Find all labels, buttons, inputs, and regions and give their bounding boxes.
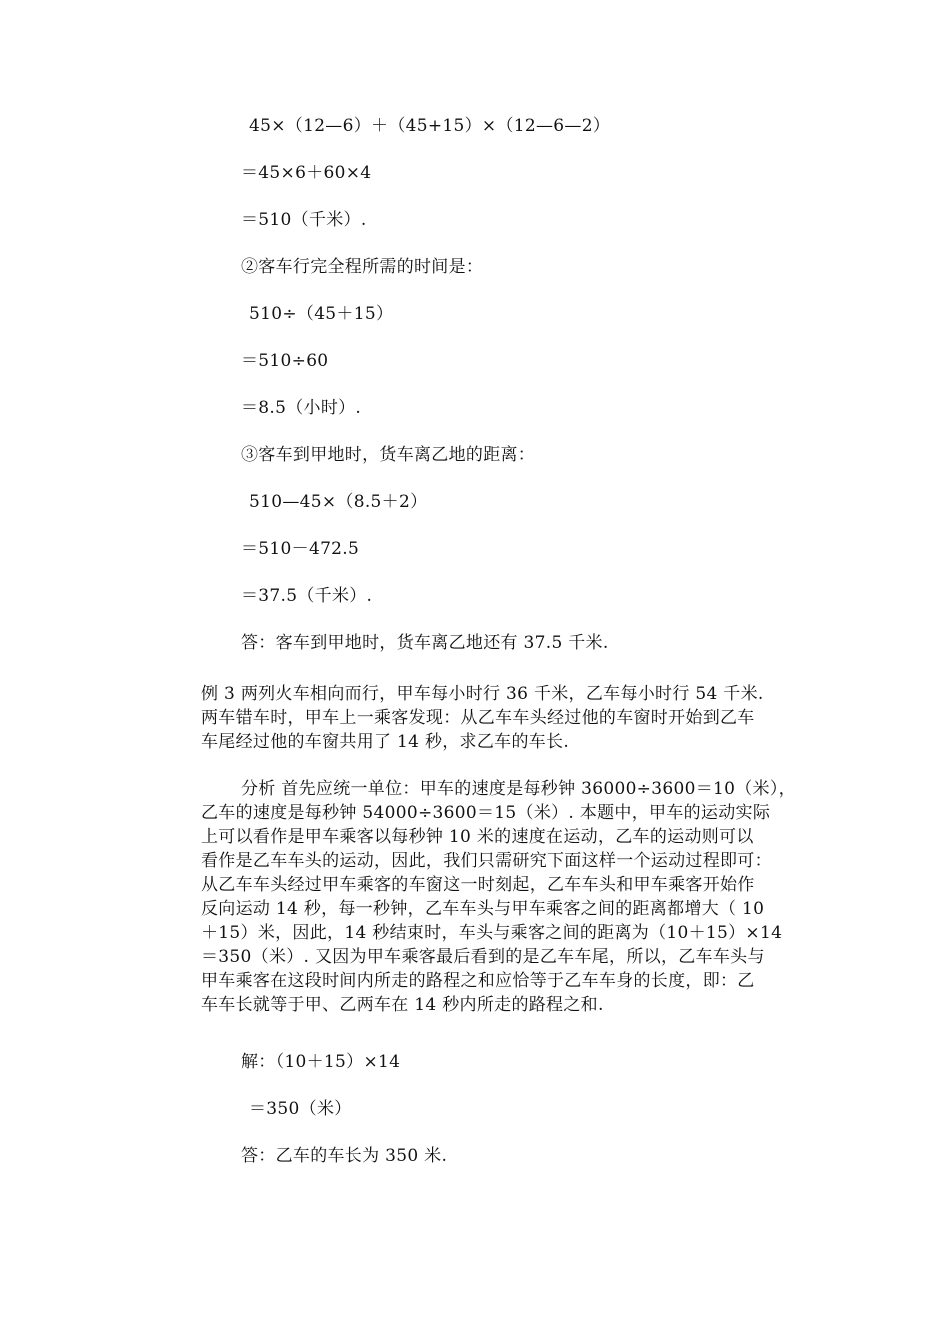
step-heading: ③客车到甲地时，货车离乙地的距离： (241, 445, 536, 465)
equation-line: 510—45×（8.5＋2） (249, 492, 428, 512)
analysis-line: 甲车乘客在这段时间内所走的路程之和应恰等于乙车车身的长度，即：乙 (201, 971, 755, 991)
equation-line: ＝510（千米）. (241, 210, 367, 230)
problem-line: 车尾经过他的车窗共用了 14 秒，求乙车的车长. (201, 732, 570, 752)
problem-line: 例 3 两列火车相向而行，甲车每小时行 36 千米，乙车每小时行 54 千米. (201, 684, 764, 704)
answer-line: 答：乙车的车长为 350 米. (241, 1146, 448, 1166)
analysis-line: 乙车的速度是每秒钟 54000÷3600＝15（米）. 本题中，甲车的运动实际 (201, 803, 771, 823)
equation-line: ＝37.5（千米）. (241, 586, 373, 606)
equation-line: ＝510÷60 (241, 351, 329, 371)
equation-line: 510÷（45＋15） (249, 304, 394, 324)
example-problem (201, 682, 764, 754)
analysis-line: 反向运动 14 秒，每一秒钟，乙车车头与甲车乘客之间的距离都增大（ 10 (201, 899, 765, 919)
equation-line: ＝8.5（小时）. (241, 398, 362, 418)
equation-line: 45×（12—6）＋（45+15）×（12—6—2） (249, 116, 611, 136)
solution-line: ＝350（米） (249, 1099, 352, 1119)
analysis-line: 上可以看作是甲车乘客以每秒钟 10 米的速度在运动，乙车的运动则可以 (201, 827, 754, 847)
answer-line: 答：客车到甲地时，货车离乙地还有 37.5 千米. (241, 633, 609, 653)
analysis-line: 看作是乙车车头的运动，因此，我们只需研究下面这样一个运动过程即可： (201, 851, 772, 871)
analysis-line: ＝350（米）. 又因为甲车乘客最后看到的是乙车车尾，所以，乙车车头与 (201, 947, 765, 967)
equation-line: ＝45×6＋60×4 (241, 163, 372, 183)
analysis-paragraph (201, 777, 796, 1017)
solution-line: 解：（10＋15）×14 (241, 1052, 401, 1072)
analysis-line: 车车长就等于甲、乙两车在 14 秒内所走的路程之和. (201, 995, 604, 1015)
analysis-line: 从乙车车头经过甲车乘客的车窗这一时刻起，乙车车头和甲车乘客开始作 (201, 875, 755, 895)
equation-line: ＝510－472.5 (241, 539, 360, 559)
analysis-line: ＋15）米，因此，14 秒结束时，车头与乘客之间的距离为（10＋15）×14 (201, 923, 783, 943)
analysis-line: 分析 首先应统一单位：甲车的速度是每秒钟 36000÷3600＝10（米）， (241, 779, 796, 799)
step-heading: ②客车行完全程所需的时间是： (241, 257, 484, 277)
problem-line: 两车错车时，甲车上一乘客发现：从乙车车头经过他的车窗时开始到乙车 (201, 708, 755, 728)
